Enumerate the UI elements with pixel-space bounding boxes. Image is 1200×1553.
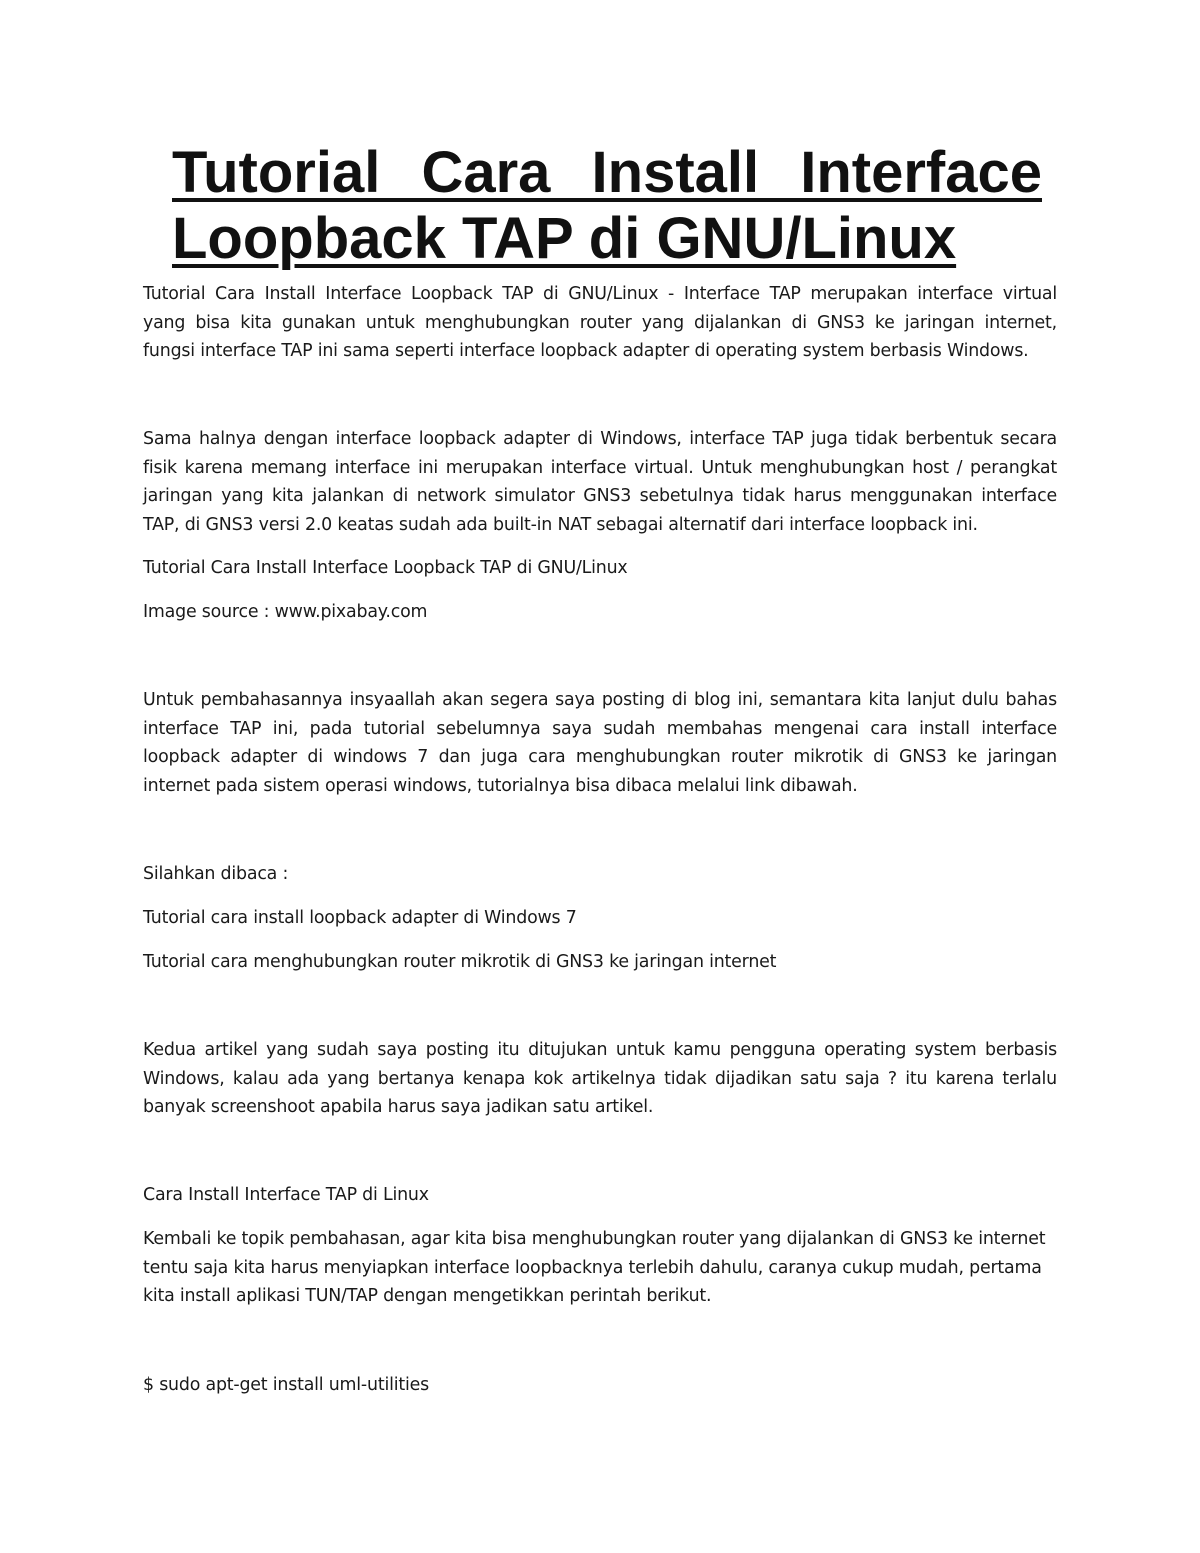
- paragraph-line: Tutorial Cara Install Interface Loopback TAP di GNU/Linux - Interface TAP merupakan interface virtual: [143, 284, 1057, 304]
- paragraph-line: TAP, di GNS3 versi 2.0 keatas sudah ada built-in NAT sebagai alternatif dari interface loopback ini.: [143, 514, 978, 535]
- paragraph-line: Untuk pembahasannya insyaallah akan segera saya posting di blog ini, semantara kita lanjut dulu bahas: [143, 690, 1057, 710]
- paragraph-line: Windows, kalau ada yang bertanya kenapa kok artikelnya tidak dijadikan satu saja ? itu karena terlalu: [143, 1068, 1057, 1089]
- paragraph-line: yang bisa kita gunakan untuk menghubungkan router yang dijalankan di GNS3 ke jaringan internet,: [143, 312, 1057, 333]
- image-caption-title: Tutorial Cara Install Interface Loopback TAP di GNU/Linux: [143, 558, 628, 578]
- section-heading: Cara Install Interface TAP di Linux: [143, 1185, 429, 1205]
- title-line-1: Tutorial Cara Install Interface: [172, 140, 1042, 205]
- paragraph-line: Kembali ke topik pembahasan, agar kita bisa menghubungkan router yang dijalankan di GNS3 ke internet: [143, 1229, 1046, 1249]
- document-title: [172, 140, 1042, 272]
- tap-description-paragraph: [143, 425, 1057, 539]
- paragraph-line: banyak screenshoot apabila harus saya jadikan satu artikel.: [143, 1097, 654, 1118]
- link-loopback-windows[interactable]: Tutorial cara install loopback adapter di Windows 7: [143, 908, 577, 928]
- paragraph-line: loopback adapter di windows 7 dan juga cara menghubungkan router mikrotik di GNS3 ke jaringan: [143, 747, 1057, 768]
- install-command: $ sudo apt-get install uml-utilities: [143, 1375, 429, 1395]
- previous-tutorial-paragraph: [143, 686, 1057, 800]
- paragraph-line: Kedua artikel yang sudah saya posting itu ditujukan untuk kamu pengguna operating system berbasis: [143, 1040, 1057, 1060]
- paragraph-line: tentu saja kita harus menyiapkan interface loopbacknya terlebih dahulu, caranya cukup mudah, pertama: [143, 1257, 1042, 1278]
- install-instructions-paragraph: [143, 1225, 1057, 1311]
- paragraph-line: interface TAP ini, pada tutorial sebelumnya saya sudah membahas mengenai cara install interface: [143, 718, 1057, 739]
- paragraph-line: fisik karena memang interface ini merupakan interface virtual. Untuk menghubungkan host / perangkat: [143, 457, 1057, 478]
- paragraph-line: jaringan yang kita jalankan di network simulator GNS3 sebetulnya tidak harus menggunakan interface: [143, 486, 1057, 507]
- paragraph-line: internet pada sistem operasi windows, tutorialnya bisa dibaca melalui link dibawah.: [143, 775, 858, 796]
- read-label: Silahkan dibaca :: [143, 864, 289, 884]
- paragraph-line: Sama halnya dengan interface loopback adapter di Windows, interface TAP juga tidak berbentuk secara: [143, 429, 1057, 449]
- paragraph-line: fungsi interface TAP ini sama seperti interface loopback adapter di operating system berbasis Windows.: [143, 341, 1029, 362]
- image-source-text: Image source : www.pixabay.com: [143, 602, 428, 622]
- title-line-2: Loopback TAP di GNU/Linux: [172, 206, 957, 271]
- link-mikrotik-gns3[interactable]: Tutorial cara menghubungkan router mikrotik di GNS3 ke jaringan internet: [143, 952, 777, 972]
- articles-note-paragraph: [143, 1036, 1057, 1122]
- intro-paragraph: [143, 280, 1057, 366]
- paragraph-line: kita install aplikasi TUN/TAP dengan mengetikkan perintah berikut.: [143, 1286, 712, 1307]
